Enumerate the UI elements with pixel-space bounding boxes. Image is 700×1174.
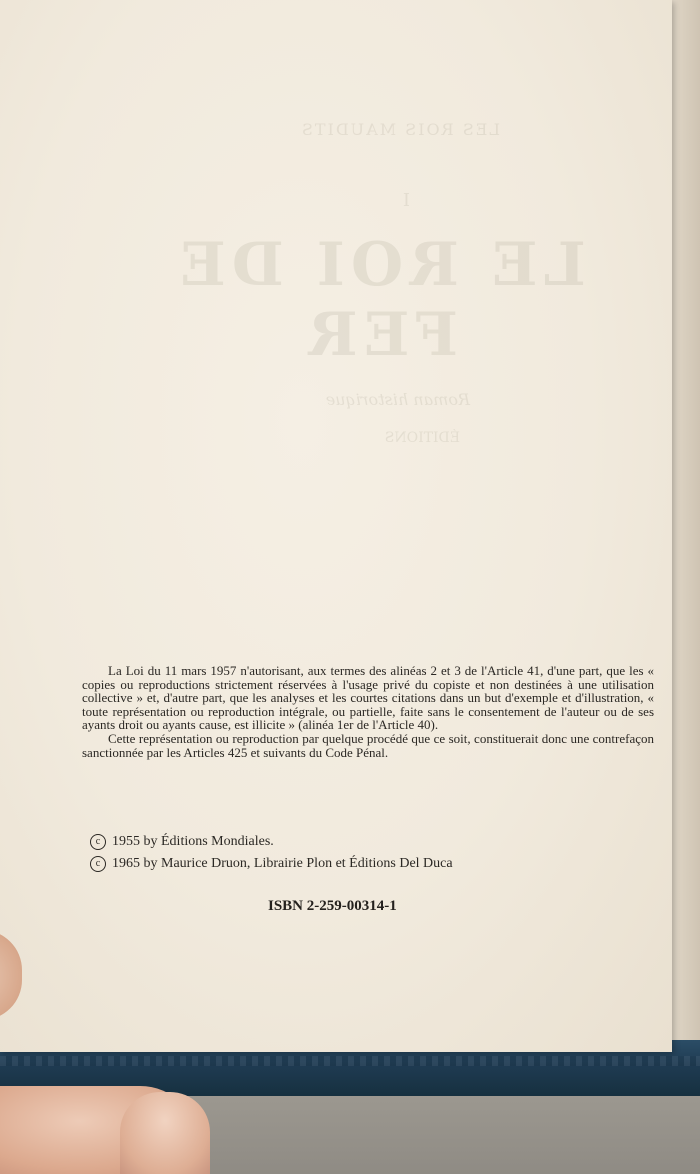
legal-notice bbox=[82, 664, 654, 759]
copyright-icon: c bbox=[90, 834, 106, 850]
copyright-text-2: 1965 by Maurice Druon, Librairie Plon et Éditions Del Duca bbox=[112, 856, 453, 871]
bleed-publisher: ÉDITIONS bbox=[384, 430, 460, 446]
bleed-series: LES ROIS MAUDITS bbox=[299, 120, 500, 139]
bleed-title: LE ROI DE FER bbox=[174, 230, 586, 370]
thumb bbox=[120, 1092, 210, 1174]
bleed-genre: Roman historique bbox=[325, 390, 470, 409]
book-cover-texture bbox=[0, 1056, 700, 1066]
copyright-text-1: 1955 by Éditions Mondiales. bbox=[112, 834, 274, 849]
legal-paragraph-1: La Loi du 11 mars 1957 n'autorisant, aux termes des alinéas 2 et 3 de l'Article 41, d'une part, que les « copies ou reproductions strictement réservées à l'usage privé du copiste et non destinées à une utilisation collective » et, d'autre part, que les analyses et les courtes citations dans un but d'exemple et d'illustration, « toute représentation ou reproduction intégrale, ou partielle, faite sans le consentement de l'auteur ou de ses ayants droit ou ayants cause, est illicite » (alinéa 1er de l'Article 40). bbox=[82, 663, 654, 733]
isbn: ISBN 2-259-00314-1 bbox=[268, 898, 397, 914]
copyright-line-1 bbox=[90, 834, 274, 850]
copyright-icon: c bbox=[90, 856, 106, 872]
bleed-volume: I bbox=[402, 190, 410, 211]
legal-paragraph-2: Cette représentation ou reproduction par quelque procédé que ce soit, constituerait donc une contrefaçon sanctionnée par les Articles 425 et suivants du Code Pénal. bbox=[82, 730, 654, 760]
copyright-line-2 bbox=[90, 856, 453, 872]
